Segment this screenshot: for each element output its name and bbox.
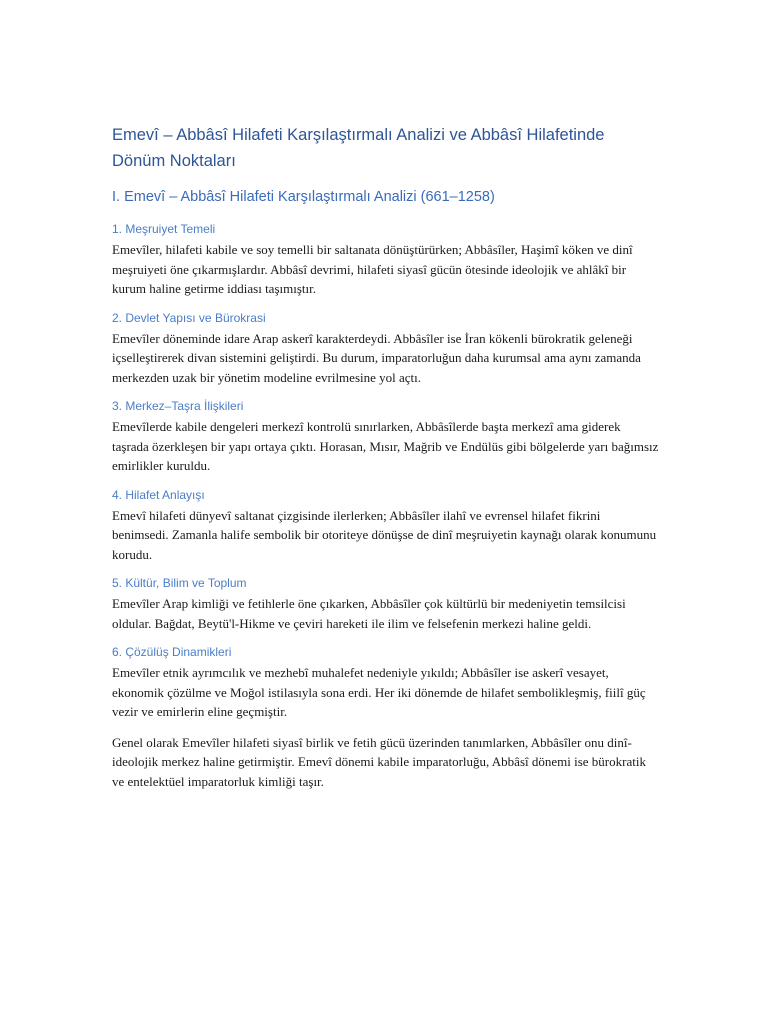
section-heading: 6. Çözülüş Dinamikleri xyxy=(112,645,232,659)
section-heading: 1. Meşruiyet Temeli xyxy=(112,222,216,236)
section-mesruiyet xyxy=(112,221,660,299)
section-heading: 5. Kültür, Bilim ve Toplum xyxy=(112,576,247,590)
document-title: Emevî – Abbâsî Hilafeti Karşılaştırmalı Analizi ve Abbâsî Hilafetinde Dönüm Noktaları xyxy=(112,126,605,170)
section-kultur-bilim xyxy=(112,575,660,633)
section-hilafet-anlayisi xyxy=(112,487,660,565)
section-heading: 2. Devlet Yapısı ve Bürokrasi xyxy=(112,310,266,325)
section-heading: 3. Merkez–Taşra İlişkileri xyxy=(112,399,244,413)
section-body: Emevîler döneminde idare Arap askerî karakterdeydi. Abbâsîler ise İran kökenli bürokratik geleneği içselleştirerek divan sistemini geliştirdi. Bu durum, imparatorluğun daha kurumsal ama aynı zamanda merkezden uzak bir yönetim modeline evrilmesine yol açtı. xyxy=(112,330,641,385)
section-body: Emevîler, hilafeti kabile ve soy temelli bir saltanata dönüştürürken; Abbâsîler, Haşimî köken ve dinî meşruiyeti öne çıkarmışlardır. Abbâsî devrimi, hilafeti siyasî gücün ötesinde ideolojik ve ahlâkî bir kurum haline getirme iddiası taşımıştır. xyxy=(112,242,633,296)
part-heading: I. Emevî – Abbâsî Hilafeti Karşılaştırmalı Analizi (661–1258) xyxy=(112,189,495,205)
conclusion-paragraph: Genel olarak Emevîler hilafeti siyasî birlik ve fetih gücü üzerinden tanımlarken, Abbâsîler onu dinî-ideolojik merkez haline getirmiştir. Emevî dönemi kabile imparatorluğu, Abbâsî dönemi ise bürokratik ve entelektüel imparatorluk kimliği taşır. xyxy=(112,734,646,789)
section-body: Emevî hilafeti dünyevî saltanat çizgisinde ilerlerken; Abbâsîler ilahî ve evrensel hilafet fikrini benimsedi. Zamanla halife sembolik bir otoriteye dönüşse de dinî meşruiyetin kaynağı olarak konumunu korudu. xyxy=(112,507,657,562)
section-merkez-tasra xyxy=(112,398,660,476)
section-body: Emevîler Arap kimliği ve fetihlerle öne çıkarken, Abbâsîler çok kültürlü bir medeniyetin temsilcisi oldular. Bağdat, Beytü'l-Hikme ve çeviri hareketi ile ilim ve felsefenin merkezi haline geldi. xyxy=(112,596,626,631)
section-heading: 4. Hilafet Anlayışı xyxy=(112,487,205,502)
section-body: Emevîlerde kabile dengeleri merkezî kontrolü sınırlarken, Abbâsîlerde başta merkezî ama giderek taşrada özerkleşen bir yapı ortaya çıktı. Horasan, Mısır, Mağrib ve Endülüs gibi bölgelerde yarı bağımsız emirlikler kuruldu. xyxy=(112,419,659,473)
section-devlet-yapisi xyxy=(112,310,660,388)
section-cozulus xyxy=(112,644,660,722)
document-page xyxy=(112,122,660,791)
section-body: Emevîler etnik ayrımcılık ve mezhebî muhalefet nedeniyle yıkıldı; Abbâsîler ise askerî vesayet, ekonomik çözülme ve Moğol istilasıyla sona erdi. Her iki dönemde de hilafet sembolikleşmiş, fiilî güç vezir ve emirlerin eline geçmiştir. xyxy=(112,665,646,719)
